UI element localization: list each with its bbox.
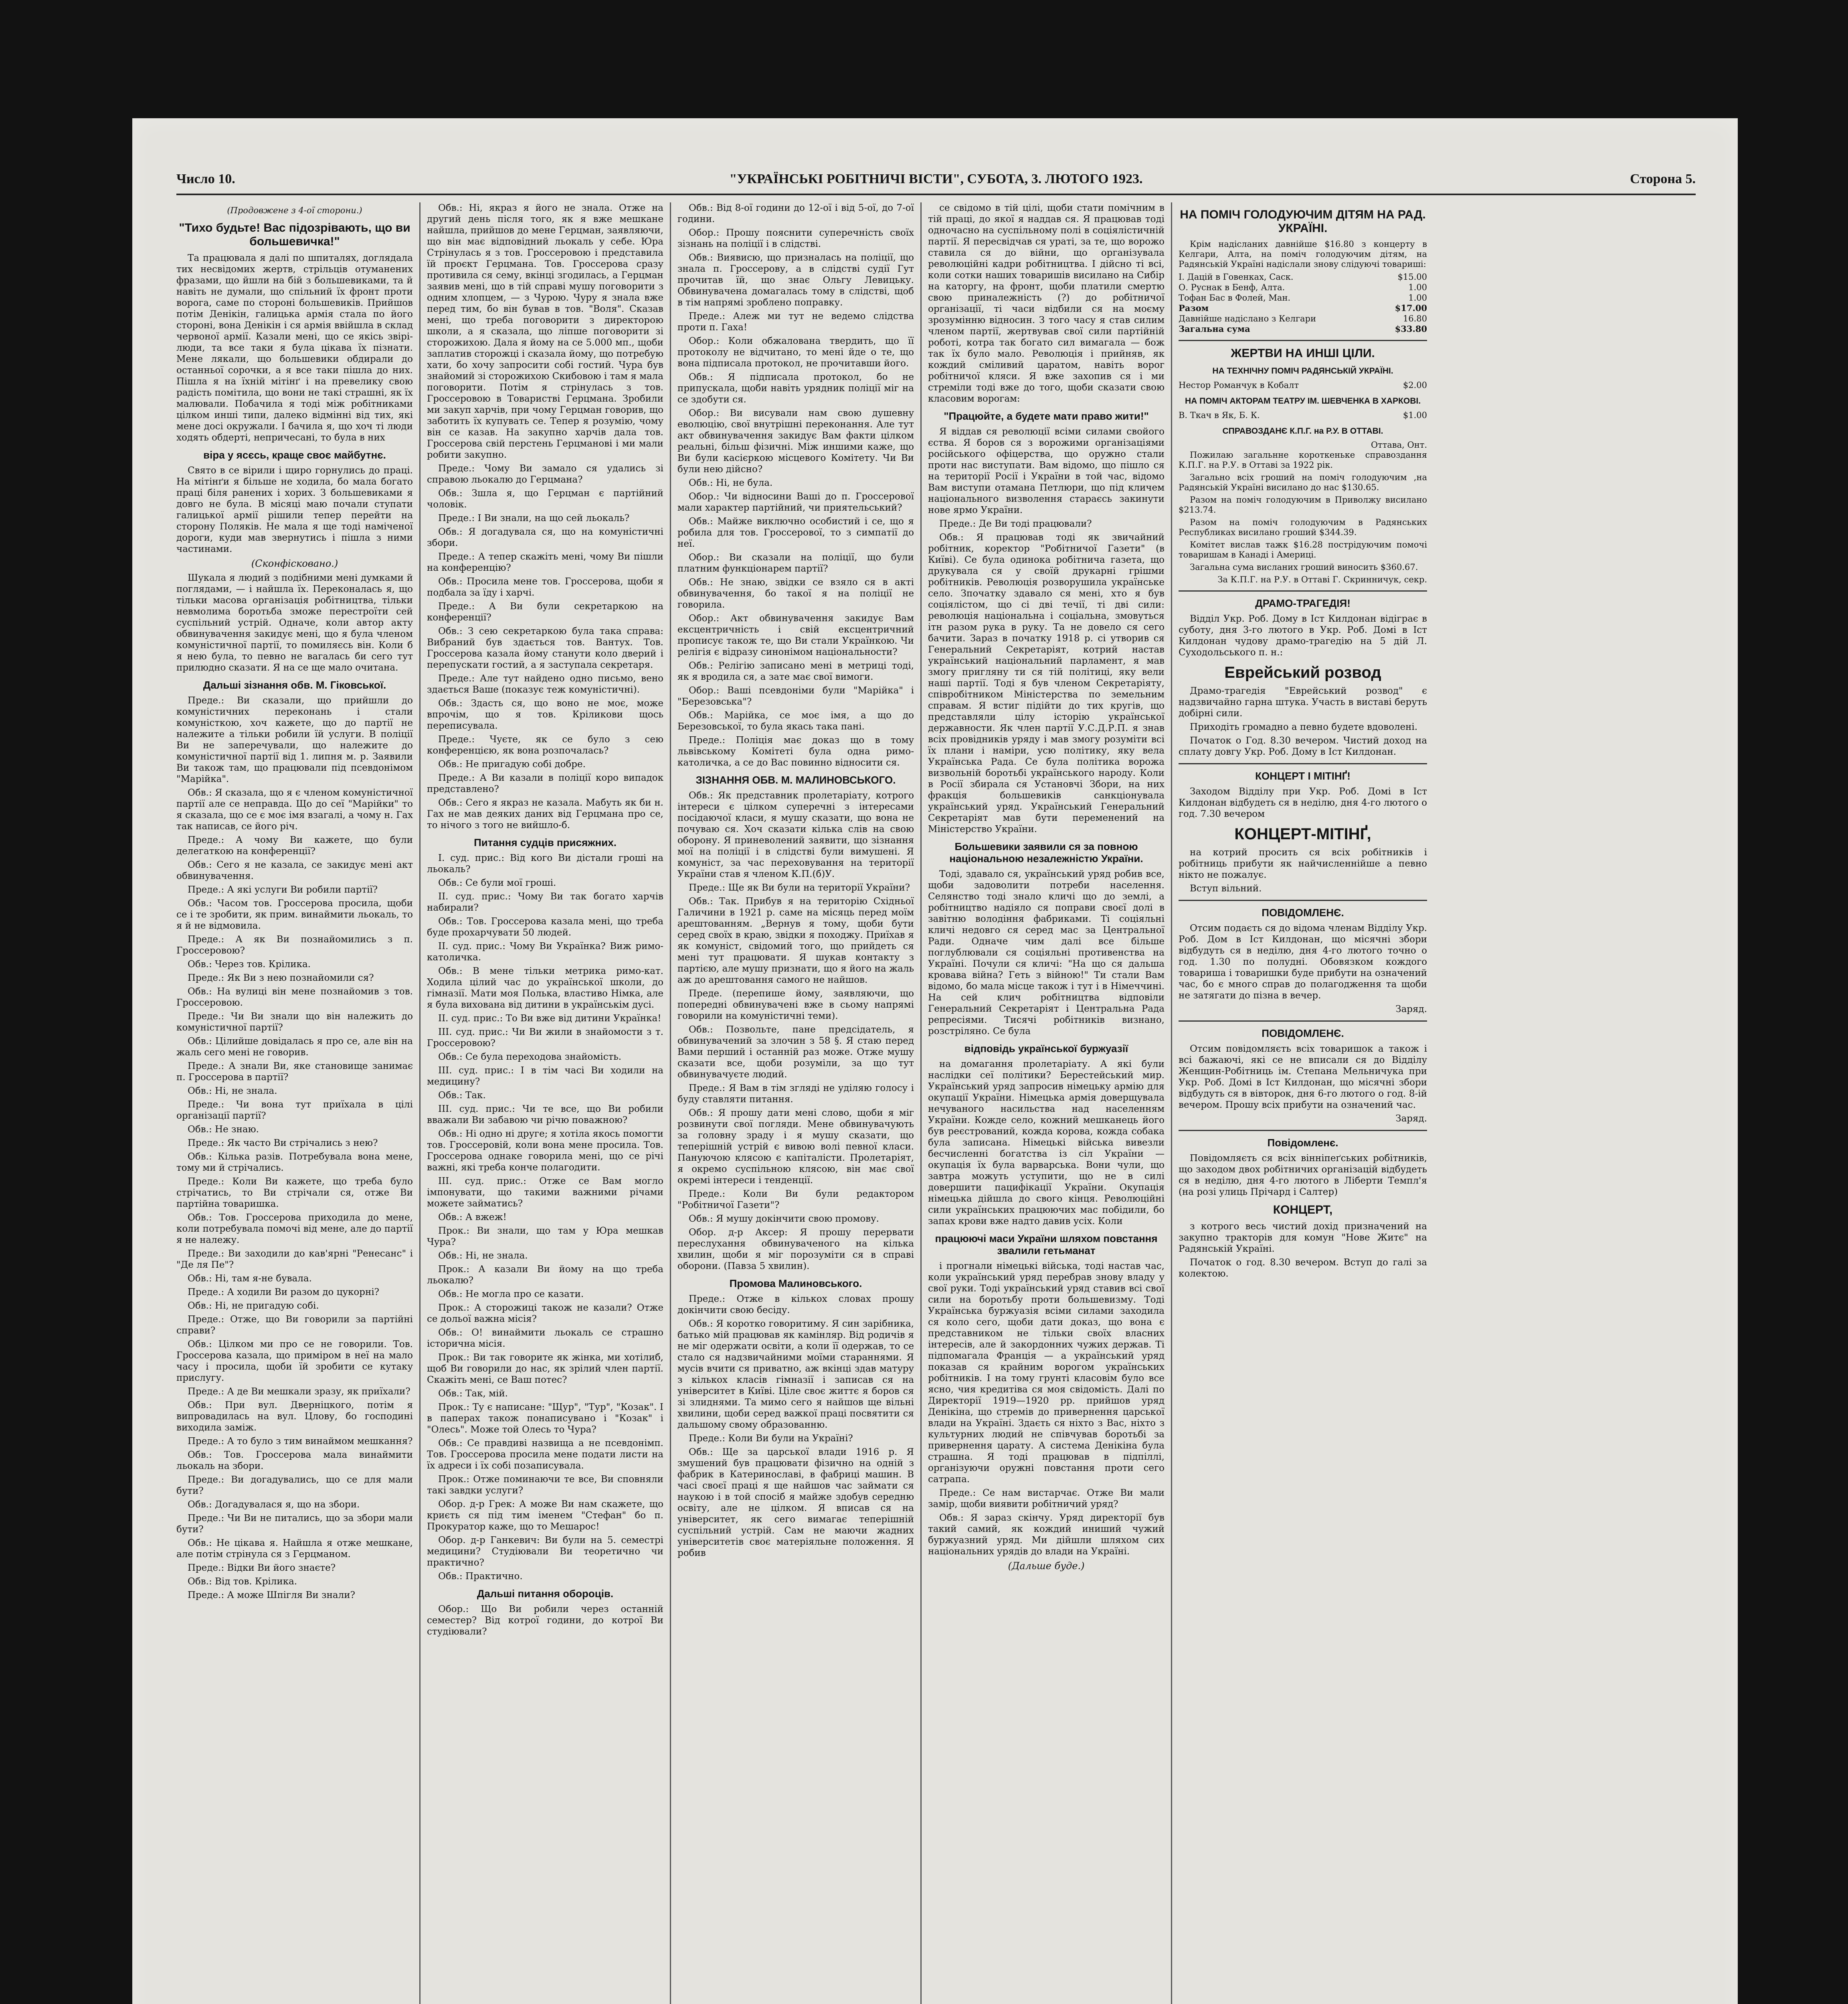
column-divider [670,202,671,2004]
paragraph: Преде.: Як часто Ви стрічались з нею? [188,1138,378,1148]
paragraph: Обв.: Від тов. Крілика. [188,1576,297,1587]
section-heading: Повідомленє. [1267,1137,1338,1149]
section-heading: Промова Малиновського. [729,1277,862,1289]
paragraph: Преде.: Ще як Ви були на території України? [689,883,910,893]
paragraph: Обв.: Я прошу дати мені слово, щоби я міг розвинути свої погляди. Мене обвинувачують за головну зраду і я мушу сказати, що теперішній устрій є вивою волі певної класи. Пануючою клясою є капіталісти. Пролетаріят, я окремо суспільною клясою, він має свої окремі інтереси і тенденції. [677,1108,914,1186]
paragraph: Обв.: Просила мене тов. Гроссерова, щоби я подбала за їду і харчі. [427,576,663,598]
paragraph: Обв.: Цілийше довідалась я про се, але він на жаль сего мені не говорив. [176,1036,413,1058]
issue-number: Число 10. [176,172,235,186]
paragraph: Обв.: Від 8-ої години до 12-ої і від 5-ої, до 7-ої години. [677,203,914,224]
signature: Заряд. [1395,1004,1427,1014]
paragraph: Обв.: Тов. Гроссерова казала мені, що треба буде прохарчувати 50 людей. [427,916,663,938]
paragraph: Обв.: Ні, не пригадую собі. [188,1301,319,1311]
paragraph: Обв.: Не цікава я. Найшла я отже мешкане, але потім стрінула ся з Герцманом. [176,1538,413,1560]
section-heading: КОНЦЕРТ І МІТІНҐ! [1255,770,1351,782]
paragraph: Обв.: Сего я не казала, се закидує мені акт обвинувачення. [176,860,413,881]
paragraph: Прок.: Отже поминаючи те все, Ви сповняли такі завдки услуги? [427,1474,663,1496]
paragraph: Преде.: Ви заходили до кав'ярні "Ренесанс" і "Де ля Пе"? [176,1248,413,1270]
paragraph: Я віддав ся революції всіми силами свойого єства. Я боров ся з ворожими організаціями російського офіцерства, що оружно стали проти нас виступати. Вам відомо, що пішло ся на території Росії і України в той час, відомо Вам виступи отамана Петлюри, що під кличем національного визволення стараєсь закинути нове ярмо України. [928,426,1165,515]
continued-note: (Дальше буде.) [1008,1560,1085,1572]
paragraph: ІІІ. суд. прис.: Отже се Вам могло імпонувати, що такими важними річами можете займатись? [427,1176,663,1209]
paragraph: Обв.: Практично. [438,1571,523,1582]
paragraph: Приходіть громадно а певно будете вдоволені. [1190,722,1418,732]
paragraph: Початок о год. 8.30 вечером. Вступ до галі за колектою. [1179,1257,1427,1279]
paragraph: Обв.: Ні одно ні друге; я хотіла якось помогти тов. Гроссеровій, коли вона мене просила. Тов. Гроссерова однаке говорила мені, що се річі важні, які треба конче полагодити. [427,1129,663,1173]
newspaper-page [132,118,1738,2004]
event-title: КОНЦЕРТ-МІТІНҐ, [1234,825,1371,843]
paragraph: Обв.: А вжеж! [438,1212,507,1222]
paragraph: Прок.: Ви так говорите як жінка, ми хотілиб, щоб Ви говорили до нас, як зрілий член партії. Скажіть мені, се Ваш потес? [427,1352,663,1385]
list-item: Загальна сума $33.80 [1179,324,1427,334]
paragraph: Преде.: А Ви були секретаркою на конференції? [427,601,663,623]
paragraph: Обв.: Не знаю, звідки се взяло ся в акті обвинувачення, бо такої я на поліції не говорила. [677,577,914,610]
paragraph: Прок.: А сторожиці також не казали? Отже се дольої важна місія? [427,1303,663,1324]
paragraph: Преде.: А як Ви познайомились з п. Гроссеровою? [176,934,413,956]
paragraph: Преде.: Отже в кількох словах прошу докінчити свою бесіду. [677,1294,914,1315]
paragraph: Преде.: А чому Ви кажете, що були делегаткою на конференції? [176,835,413,857]
paragraph: Преде.: Але тут найдено одно письмо, вено здається Ваше (показує теж комуністичні). [427,673,663,695]
section-heading: ЖЕРТВИ НА ИНШІ ЦІЛИ. [1231,347,1375,360]
paragraph: се свідомо в тій цілі, щоби стати помічним в тій праці, до якої я наддав ся. Я працював тоді одночасно на суспільному полі в соціялістичній партії. Я пересвідчав ся ураті, за те, що ворожо ставила ся до війни, що організувала революційні кадри робітництва. І дійсно ті всі, коли сотки наших товаришів висилано на Сибір на каторгу, на фронт, щоби платили смертю свою приналежність (?) до робітничої організації, ті часи відбили ся на моєму зрозумінню відносин. З того часу я став силим членом партії, жертвував свої сили партійній роботі, котра так богато сил вимагала — бож так їх було мало. Революція і прийняв, як кождий сміливий царатом, навіть ворог робітничої кляси. Я вже захопив ся і ми стреміли тоді вже до того, щоби сказати свою класовим ворогам: [928,203,1165,404]
header-rule [176,194,1696,195]
paragraph: Преде.: Чи Ви знали що він належить до комуністичної партії? [176,1011,413,1033]
paragraph: Прок.: А казали Ви йому на що треба льокалю? [427,1264,663,1286]
paragraph: Обв.: Сего я якраз не казала. Мабуть як би н. Гах не мав деяких даних від Герцмана про се, то нічого з того не вийшло-б. [427,798,663,830]
paragraph: Обв.: Ні, не була. [689,478,773,488]
paragraph: Обор.: Прошу пояснити суперечність своїх зізнань на поліції і в слідстві. [677,228,914,249]
divider [1179,1020,1427,1022]
paragraph: Шукала я людий з подібними мені думками й поглядами, — і найшла їх. Переконалась я, що тільки масова організація робітництва, тільки невмолима боротьба зможе перестроїти сей суспільний устрій. Одначе, коли автор акту обвинувачення закидує мені, що я була членом комуністичної партії, то помиляєсь він. Коли б я нею була, то певно не вагалась би сего тут прилюдно сказати. Я на се ще мало очитана. [176,573,413,673]
paragraph: Обор.: Чи відносини Ваші до п. Гроссерової мали характер партійний, чи приятельський? [677,491,914,513]
paragraph: Преде.: Де Ви тоді працювали? [939,519,1092,529]
paragraph: Обв.: Зшла я, що Герцман є партійний чоловік. [427,488,663,510]
paragraph: Та працювала я далі по шпиталях, доглядала тих несвідомих жертв, стрільців отуманених фразами, що йшли на бій з большевиками, та й навіть не думали, що спільний їх фронт проти ворога, саме по стороні большевиків. Прийшов потім Денікін, галицька армія стала по його стороні, вона Денікін і ся армія ввійшла в склад червоної армії. Казали мені, що се якісь звірі-люди, та все таки я була цікава їх пізнати. Мене лякали, що большевики обдирали до останньої сорочки, а я все таки пішла до них. Пішла я на їхній мітінґ і на превелику свою радість помітила, що вони не такі страшні, як їх малювали. Побачила я тоді між робітниками цілком инші типи, далеко відмінні від тих, які мене досі окружали. І бачила я, що хоч ті люди ходять обдерті, непричесані, то була в них [176,253,413,443]
paragraph: Преде.: А Ви казали в поліції коро випадок представлено? [427,773,663,794]
paragraph: ІІ. суд. прис.: Чому Ви так богато харчів набирали? [427,891,663,913]
paragraph: Вступ вільний. [1190,883,1262,894]
paragraph: І. суд. прис.: Від кого Ви дістали гроші на льокаль? [427,853,663,875]
paragraph: ІІІ. суд. прис.: І в тім часі Ви ходили на медицину? [427,1065,663,1087]
column-5 [1179,202,1427,2004]
paragraph: Преде.: Алеж ми тут не ведемо слідства проти п. Гаха! [677,311,914,333]
subheading: віра у ясєсь, краще своє майбутнє. [203,449,386,461]
paragraph: Обв.: Ще за царської влади 1916 р. Я змушений був працювати фізично на одній з фабрик в Катеринославі, в фабриці машин. В часі своєї праці я ще найшов час займати ся наукою і в той спосіб я майже здобув середню освіту, але не цілком. Я вписав ся на університет, як сего вимагає теперішній суспільний устрій. Сам не маючи жадних університетів своє матеріяльне положення. Я робив [677,1447,914,1558]
section-heading: працюючі маси України шляхом повстання звалили гетьманат [935,1232,1158,1257]
paragraph: Обв.: Ні, якраз я його не знала. Отже на другий день після того, як я вже мешкане найшла, прийшов до мене Герцман, заявляючи, що він має відповідний льокаль у себе. Юра Стрінулась я з тов. Гроссеровою і представила їй проєкт Герцмана. Тов. Гроссерова сразу противила ся сему, вкінці згодилась, а Герцман заявив мені, що в тій справі мушу поговорити з одним хлопцем, — з Чурою. Чуру я знала вже перед тим, бо він бував в тов. "Воля". Сказав мені, що треба поговорити з директорою школи, а я сказала, що ліпше поговорити зі сторожихою. Дала я йому на се 5.000 мп., щоби заплатив сторожці і сказала йому, що потребую хати, бо хочу запросити собі гостий. Чура був знайомий зі сторожихою Скибовою і там я мала поговорити. Потім я стрінулась з тов. Гроссеровою в Товаристві Герцмана. Зробили ми закуп харчів, при чому Герцман говорив, що заботить їх купувать се. Тепер я розумію, чому він се казав. На закупно харчів дала тов. Гроссерова свій перстень Герцманові і ми мали робити закупно. [427,203,663,460]
section-heading: Большевики заявили ся за повною національною незалежністю України. [949,840,1143,865]
column-divider [419,202,421,2004]
paragraph: Преде.: Відки Ви його знаєте? [188,1563,336,1573]
paragraph: Разом на поміч голодуючим в Приволжу висилано $213.74. [1179,495,1427,515]
paragraph: Відділ Укр. Роб. Дому в Іст Килдонан відіграє в суботу, дня 3-го лютого в Укр. Роб. Домі в Іст Килдонан чудову драмо-трагедію на 5 дій Л. Суходольського п. н.: [1179,614,1427,658]
paragraph: Повідомляєть ся всіх вінніпеґських робітників, що заходом двох робітничих організацій відбудеть ся в неділю, дня 4-го лютого в Ліберти Темпл'я (на розі улиць Прічард і Салтер) [1179,1153,1427,1197]
column-1 [176,202,413,2004]
paragraph: Обв.: В мене тільки метрика римо-кат. Ходила цілий час до української школи, до гімназії. Мати моя Полька, властиво Німка, але я була вихована від дитини в українськім дусі. [427,966,663,1010]
paragraph: Обв.: Не могла про се казати. [438,1289,584,1299]
section-heading: відповідь української буржуазії [964,1042,1128,1055]
donation-list [1179,380,1427,390]
paragraph: Обв.: На вулиці він мене познайомив з тов. Гроссеровою. [176,986,413,1008]
list-item: Нестор Романчук в Кобалт $2.00 [1179,380,1427,390]
paragraph: Обв.: Часом тов. Гроссерова просила, щоби се і те зробити, як прим. винаймити льокаль, то я й не відмовила. [176,898,413,931]
paragraph: Обв.: Не знаю. [188,1124,259,1135]
divider [1179,1130,1427,1131]
paragraph: Обор. д-р Аксер: Я прошу перервати переслухання обвинуваченого на кілька хвилин, щоби я міг порозуміти ся в справі оборони. (Павза 5 хвилин). [677,1227,914,1271]
paragraph: Обв.: Ні, не знала. [188,1086,277,1096]
paragraph: Отсим подаєть ся до відома членам Відділу Укр. Роб. Дом в Іст Килдонан, що місячні збори відбудуть ся в неділю, дня 4-го лютого точно о год. 1.30 по полудні. Обовязком кождого товариша і товаришки буде прибути на означений час, бо є много справ до полагодження та щоби не затягати до пізна в вечер. [1179,923,1427,1001]
paragraph: Обв.: Так. [438,1090,486,1101]
paragraph: Пожилаю загальнне короткеньке справоздання К.П.Г. на Р.У. в Оттаві за 1922 рік. [1179,450,1427,470]
section-heading: Дальші питання обороців. [477,1588,614,1600]
paragraph: з котрого весь чистий дохід призначений на закупно тракторів для комун "Нове Житє" на Радянській Україні. [1179,1221,1427,1254]
paragraph: Обв.: Здасть ся, що воно не моє, може впрочім, що я тов. Кріликови щось переписувала. [427,698,663,731]
paragraph: Обв.: Я коротко говоритиму. Я син зарібника, батько мій працював як камінляр. Від родичів я не міг одержати освіти, а коли її одержав, то се стало ся надзвичайними моїми стараннями. Я мусів вчити ся приватно, аж вкінці здав матуру з кількох класів гімназії і записав ся на університет в Київі. Ціле своє життє я боров ся зі злиднями. Та мимо сего я найшов ще вільні хвилини, щоби серед важкої праці посвятити ся дальшому свому образованню. [677,1319,914,1430]
paragraph: Обв.: Ні, там я-не бувала. [188,1273,312,1284]
section-heading: Питання судців присяжних. [474,836,617,848]
paragraph: Преде.: А може Шпігля Ви знали? [188,1590,355,1600]
paragraph: Преде.: А то було з тим винаймом мешкання? [188,1436,413,1446]
paragraph: Обв.: Так, мій. [438,1388,508,1399]
paragraph: Преде.: І Ви знали, на що сей льокаль? [438,513,630,523]
divider [1179,340,1427,341]
paragraph: Преде.: Се нам вистарчає. Отже Ви мали замір, щоби виявити робітничий уряд? [928,1488,1165,1509]
paragraph: Преде.: Коли Ви були на Україні? [689,1433,853,1444]
paragraph: Обв.: Тов. Гроссерова приходила до мене, коли потребувала помочі від мене, але до партії я не належу. [176,1212,413,1245]
column-divider [1171,202,1172,2004]
paragraph: Обор. д-р Грек: А може Ви нам скажете, що криєть ся під тим іменем "Стефан" бо п. Прокуратор каже, що то Мешарос! [427,1499,663,1532]
paragraph: Обв.: Ні, не знала. [438,1250,528,1261]
paragraph: Преде.: Чи Ви не питались, що за збори мали бути? [176,1513,413,1535]
paragraph: Обв.: Не пригадую собі добре. [438,759,586,770]
section-heading: Дальші зізнання обв. М. Гіковської. [203,679,386,691]
event-title: КОНЦЕРТ, [1273,1203,1333,1216]
column-divider [920,202,922,2004]
paragraph: Обв.: Так. Прибув я на територію Східньої Галичини в 1921 р. саме на місяць перед моїм арештованням. „Вернув я тому, щоби бути серед своїх в краю, звідки я походжу. Приїхав я як комуніст, свідомий того, що прийдеть ся мені тут працювати. Я шукав контакту з партією, але мушу признати, що я його на жаль аж до арештовання самого не найшов. [677,896,914,985]
divider [1179,763,1427,764]
paragraph: Разом на поміч голодуючим в Радянських Республиках висилано гроший $344.39. [1179,517,1427,537]
paragraph: Обв.: Тов. Гроссерова мала винаймити льокаль на збори. [176,1450,413,1471]
continuation-note: (Продовжене з 4-ої сторони.) [227,206,362,215]
paragraph: Обор. д-р Ганкевич: Ви були на 5. семестрі медицини? Студіювали Ви теоретично чи практично? [427,1535,663,1568]
newspaper-title: "УКРАЇНСЬКІ РОБІТНИЧІ ВІСТИ", СУБОТА, 3. ЛЮТОГО 1923. [729,172,1143,186]
section-heading: ПОВІДОМЛЕНЄ. [1262,1027,1344,1039]
paragraph: Обв.: Цілком ми про се не говорили. Тов. Гроссерова казала, що приміром в неї на мало часу і просила, щоби їй зробити се кутаку прислугу. [176,1339,413,1383]
confiscated-note: (Сконфісковано.) [251,558,338,569]
paragraph: на котрий просить ся всіх робітників і робітниць прибути як найчисленнійше а певно нікто не пожалує. [1179,847,1427,880]
paragraph: на домагання пролетаріату. А які були наслідки сеї політики? Берестейський мир. Український уряд запросив німецьку армію для окупації України. Німецька армія доверщувала нечуваного насильства над населенням України. Кожде село, кожний мешканець його був реєстрований, кожда корова, кожда собака була записана. Німецькі війська вивезли бесчисленні богатства із сіл України — окупація їх була варварська. Вони чули, що завтра можуть уступити, що не в силі довершити пацифікації України. Окупація німецька дійшла до свого кінця. Революційні сили українських працюючих мас побідили, бо запах крови вже надто давив усіх. Коли [928,1059,1165,1226]
paragraph: Обв.: Се була переходова знайомість. [438,1052,622,1062]
paragraph: і прогнали німецькі війська, тоді настав час, коли український уряд перебрав знову владу у свої руки. Тоді український уряд ставив всі свої сили на боротьбу проти большевизму. Тоді Українська буржуазія всіми силами заходила ся коло сего, щоби дати доказ, що вона є представником не тільки своїх власних інтересів, але й закордонних чужих держав. Ті підпомагала Франція — а український уряд показав ся крайним ворогом українських робітників. І на тому грунті класовім було все ясно, чия кредитіва ся моя свідомість. Далі по Директорії 1919—1920 рр. прийшов уряд Денікіна, що стремів до привернення царської влади на Україні. Здаєть ся ніхто з Вас, ніхто з культурних людий не співчував боротьбі за привернення царату. А система Денікіна була страшна. Я тоді працював в підпіллі, організуючи оружні повстання проти сего сатрапа. [928,1261,1165,1485]
paragraph: Преде.: Як Ви з нею познайомили ся? [188,973,374,983]
paragraph: Тоді, здавало ся, український уряд робив все, щоби задоволити потреби населення. Селянство тоді знало кличі що до землі, а робітництво надіяло ся поправи своєї долі в завітню володіння фабриками. Ті соціяльні кличі недовго ся серед мас за Центральної Ради. Одначе чим далі все більше поглублювали ся соціяльні противенства на Україні. Почули ся кличі: "На що ся дальша кровава війна? Геть з війною!" Ти стали Вам відомо, бо мала місце також і тут і в Німеччині. На сей клич робітництва відповіли Генеральний Секретаріят і Центральна Рада репресіями. Тисячі робітників визнано, розстріляно. Се була [928,869,1165,1036]
paragraph: ІІ. суд. прис.: То Ви вже від дитини Українка! [438,1013,661,1024]
list-item: О. Руснак в Бенф, Алта. 1.00 [1179,283,1427,292]
paragraph: Обор.: Коли обжалована твердить, що її протоколу не відчитано, то мені йде о те, що вона підписала протокол, не прочитавши його. [677,336,914,369]
paragraph: Прок.: Ви знали, що там у Юра мешкав Чура? [427,1226,663,1247]
paragraph: Обор.: Акт обвинувачення закидує Вам ексцентричність і свій ексцентричний прописує також те, що Ви стали Українкою. Чи релігія є відразу синонімом національности? [677,613,914,657]
paragraph: Комітет вислав тажк $16.28 пострідуючим помочі товаришам в Канаді і Америці. [1179,540,1427,560]
paragraph: ІІ. суд. прис.: Чому Ви Українка? Виж римо-католичка. [427,941,663,963]
signature: Заряд. [1395,1113,1427,1124]
paragraph: Обв.: Марійка, се моє імя, а що до Березовської, то була якась така пані. [677,710,914,732]
section-heading: ЗІЗНАННЯ ОБВ. М. МАЛИНОВСЬКОГО. [696,774,896,786]
paragraph: Обв.: Я мушу докінчити свою промову. [689,1214,879,1224]
column-4 [928,202,1165,2004]
paragraph: Преде. (перепише йому, заявляючи, що попередні обвинувачені вже в сьому напрямі говорили на комуністичні теми). [677,988,914,1021]
paragraph: Преде.: А ходили Ви разом до цукорні? [188,1287,380,1297]
paragraph: Обор.: Ваші псевдоніми були "Марійка" і "Березовська"? [677,685,914,707]
divider [1179,900,1427,901]
paragraph: Преде.: Коли Ви кажете, що треба було стрічатись, то Ви стрічали ся, отже Ви партійна товаришка. [176,1176,413,1209]
subheading: СПРАВОЗДАНЄ К.П.Г. на Р.У. В ОТТАВІ. [1222,426,1383,436]
paragraph: ІІІ. суд. прис.: Чи те все, що Ви робили вважали Ви забавою чи річю поважною? [427,1104,663,1125]
paragraph: Обв.: Як представник пролетаріату, котрого інтереси є цілком суперечні з інтересами посідаючої класи, я мушу сказати, що вона не почуваю ся. Хоч сказати кілька слів на свою оборону. Я приневолений заявити, що зізнання мої на поліції і в слідстві були вимушені. Я комуніст, за час переховування на території України став я членом К.П.(б)У. [677,790,914,879]
paragraph: Крім надісланих давнійше $16.80 з концерту в Келгари, Алта, на поміч голодуючим дітям, на Радянській Україні надіслали знову слідуючі товариші: [1179,239,1427,269]
paragraph: Заходом Відділу при Укр. Роб. Домі в Іст Килдонан відбудеть ся в неділю, дня 4-го лютого о год. 7.30 вечером [1179,786,1427,819]
paragraph: Обв.: Виявисю, що призналась на поліції, що знала п. Гроссерову, а в слідстві судії Гут прочитав їй, що знає Ольгу Левицьку. Обвинувачена домагалась тому в слідстві, щоб в тім напрямі зроблено поправку. [677,253,914,308]
page-header [176,168,1696,192]
paragraph: Преде.: А які услуги Ви робили партії? [188,885,378,895]
paragraph: Преде.: А знали Ви, яке становище занимає п. Гроссерова в партії? [176,1061,413,1083]
paragraph: Загально всіх гроший на поміч голодуючим ,на Радянській Україні висилано до нас $130.65. [1179,473,1427,492]
signature: За К.П.Г. на Р.У. в Оттаві Г. Скринничук, секр. [1217,575,1427,584]
paragraph: Обв.: Я підписала протокол, бо не припускала, щоби навіть урядник поліції міг на се здобути ся. [677,372,914,405]
paragraph: Обв.: При вул. Дверніцкого, потім я випровадилась на вул. Цлову, бо господині виходила заміж. [176,1400,413,1433]
section-heading: ДРАМО-ТРАГЕДІЯ! [1255,597,1351,609]
paragraph: Преде.: Ви сказали, що прийшли до комуністичних переконань і стали комуністкою, хоч кажете, що до партії не належите а тільки робили їй услуги. В поліції Ви не заперечували, що належите до комуністичної партії від 1. липня м. р. Заявили Ви також там, що працювали під псевдонімом "Марійка". [176,695,413,784]
donation-list [1179,272,1427,334]
paragraph: Обв.: Се правдиві назвища а не псевдонімп. Тов. Гроссерова просила мене подати листи на їх адреси і їх собі позаписувала. [427,1438,663,1471]
paragraph: Початок о Год. 8.30 вечером. Чистий доход на сплату довгу Укр. Роб. Дому в Іст Килдонан. [1179,735,1427,757]
paragraph: Загальна сума висланих гроший виносить $360.67. [1190,562,1418,572]
section-heading: ПОВІДОМЛЕНЄ. [1262,907,1344,919]
subheading: НА ТЕХНІЧНУ ПОМІЧ РАДЯНСЬКІЙ УКРАЇНІ. [1212,366,1393,376]
column-2 [427,202,663,2004]
divider [1179,590,1427,592]
play-title: Еврейський розвод [1224,664,1381,681]
paragraph: Обв.: Позвольте, пане предсідатель, я обвинувачений за злочин з 58 §. Я стаю перед Вами перший і останній раз може. Отже мушу сказати все, щоби розуміли, за що тут обвинувачуєте людий. [677,1024,914,1080]
section-heading: "Працюйте, а будете мати право жити!" [944,410,1149,422]
paragraph: Преде.: Коли Ви були редактором "Робітничої Газети"? [677,1189,914,1210]
column-3 [677,202,914,2004]
list-item: Давнійше надіслано з Келгари 16.80 [1179,314,1427,323]
paragraph: Преде.: Чому Ви замало ся удались зі справою льокалю до Герцмана? [427,463,663,485]
article-heading: "Тихо будьте! Вас підозрівають, що ви большевичка!" [179,221,410,248]
list-item: Разом $17.00 [1179,303,1427,313]
paragraph: Преде.: Чуєте, як се було з сею конференцією, як вона розпочалась? [427,734,663,756]
paragraph: Преде.: Отже, що Ви говорили за партійні справи? [176,1314,413,1336]
place-line: Оттава, Онт. [1371,440,1427,450]
paragraph: Обв.: Я працював тоді як звичайний робітник, коректор "Робітничої Газети" (в Київі). Се була одинока робітнича газета, що друкувала ся у своїй друкарні грішми робітників. Революція розворушила українське село. Зпочатку здавало ся мені, хто я був соціялістом, що сі дві течії, ті дві сили: революція національна і соціальна, змовуться ітн разом рука в руку. Та не довело ся сего бачити. Зараз в початку 1918 р. сі утворив ся Генеральний Секретаріят, котрий настав український національний парламент, я мав змогу пригляну ти ся тій політиці, яку вели наші партії. Тоді я був членом Секретаріяту, співробітником Міністерства по земельним справам. Я встиг підійти до тих кругів, що представляли цілу історію української державности. Як член партії У.С.Д.Р.П. я знав всіх провідників уряду і мав змогу розуміти всі їх плани і наміри, усю політику, яку вела Українська Рада. Се була політика ворожа визвольній боротьбі українського народу. Коли в Росії збирала ся Установчі Збори, на них фракція большевиків санкціонувала український уряд. Український Генеральний Секретаріят мав бути переменений на Міністерство України. [928,532,1165,834]
paragraph: Обв.: Через тов. Крілика. [188,959,311,970]
list-item: І. Дацій в Говенках, Саск. $15.00 [1179,272,1427,282]
paragraph: Драмо-трагедія "Еврейський розвод" є надзвичайно гарна штука. Участь в виставі беруть добірні сили. [1179,686,1427,719]
paragraph: Преде.: А тепер скажіть мені, чому Ви пішли на конференцію? [427,552,663,573]
paragraph: Обв.: Релігію записано мені в метриці тоді, як я вродила ся, а зате має свої вимоги. [677,661,914,682]
subheading: НА ПОМІЧ АКТОРАМ ТЕАТРУ ІМ. ШЕВЧЕНКА В ХАРКОВІ. [1185,396,1421,406]
section-heading: НА ПОМІЧ ГОЛОДУЮЧИМ ДІТЯМ НА РАД. УКРАЇНІ. [1180,208,1426,235]
paragraph: Обв.: З сею секретаркою була така справа: Вибраний був здається тов. Вантух. Тов. Гроссерова казала йому станути коло дверий і перепускати гостий, а я заступала секретаря. [427,626,663,670]
paragraph: Прок.: Ту є написане: "Щур", "Тур", "Козак". І в паперах також понаписувано і "Козак" і "Олесь". Може той Олесь то Чура? [427,1402,663,1435]
paragraph: Обор.: Що Ви робили через останній семестер? Від котрої години, до котрої Ви студіювали? [427,1604,663,1637]
paragraph: Обв.: Я сказала, що я є членом комуністичної партії але се неправда. Що до сеї "Марійки" то я сказала, що се є моє імя взагалі, а чому н. Гах так написав, се його річ. [176,788,413,832]
paragraph: Преде.: Я Вам в тім згляді не уділяю голосу і буду ставляти питання. [677,1083,914,1105]
paragraph: Обв.: Я догадувала ся, що на комуністичні збори. [427,527,663,548]
paragraph: ІІІ. суд. прис.: Чи Ви жили в знайомости з т. Гроссеровою? [427,1027,663,1048]
paragraph: Обв.: Кілька разів. Потребувала вона мене, тому ми й стрічались. [176,1151,413,1173]
paragraph: Преде.: А де Ви мешкали зразу, як приїхали? [188,1386,410,1397]
paragraph: Отсим повідомляєть всіх товаришок а також і всі бажаючі, які се не вписали ся до Відділу Женщин-Робітниць ім. Степана Мельничука при Укр. Роб. Домі в Іст Килдонан, що місячні збори відбудуть ся в вівторок, дня 6-го лютого о год. 8-ій вечером. Прошу всіх прибути на означений час. [1179,1044,1427,1110]
paragraph: Преде.: Ви догадувались, що се для мали бути? [176,1475,413,1496]
page-number: Сторона 5. [1630,172,1696,186]
paragraph: Обв.: Я зараз скінчу. Уряд директорії був такий самий, як кождий иниший чужий буржуазний уряд. Ми дійшли шляхом сих національних урядів до влади на Україні. [928,1513,1165,1557]
paragraph: Обор.: Ви сказали на поліції, що були платним функціонарем партії? [677,552,914,574]
list-item: В. Ткач в Як, Б. К. $1.00 [1179,410,1427,420]
paragraph: Преде.: Чи вона тут приїхала в цілі організації партії? [176,1099,413,1121]
paragraph: Обв.: Догадувалася я, що на збори. [188,1499,360,1510]
paragraph: Обв.: О! винаймити льокаль се страшно історична місія. [427,1327,663,1349]
paragraph: Преде.: Поліція має доказ що в тому львівському Комітеті була одна римо-католичка, а се до Вас повинно відносити ся. [677,735,914,768]
paragraph: Обв.: Майже виключно особистий і се, що я робила для тов. Гроссерової, то з симпатії до неї. [677,516,914,549]
donation-list [1179,410,1427,420]
paragraph: Свято в се вірили і щиро горнулись до праці. На мітінґи я більше не ходила, бо мала богато праці біля ранених і хорих. З большевиками я довго не була. В місяці маю почали ступати галицької армії рішили тепер перейти на сторону Поляків. Не мала я ще тоді наміченої дороги, куди мав звернутись і пішла з ними частинами. [176,465,413,554]
paragraph: Обв.: Се були мої гроші. [438,878,556,888]
paragraph: Обор.: Ви висували нам свою душевну еволюцію, свої внутрішні переконання. Але тут акт обвинувачення закидує Вам факти цілком реальні, більш фізичні. Між иншими каже, що Ви були касієркою місцевого Комітету. Чи Ви були нею дійсно? [677,408,914,475]
list-item: Тофан Бас в Фолей, Ман. 1.00 [1179,293,1427,303]
